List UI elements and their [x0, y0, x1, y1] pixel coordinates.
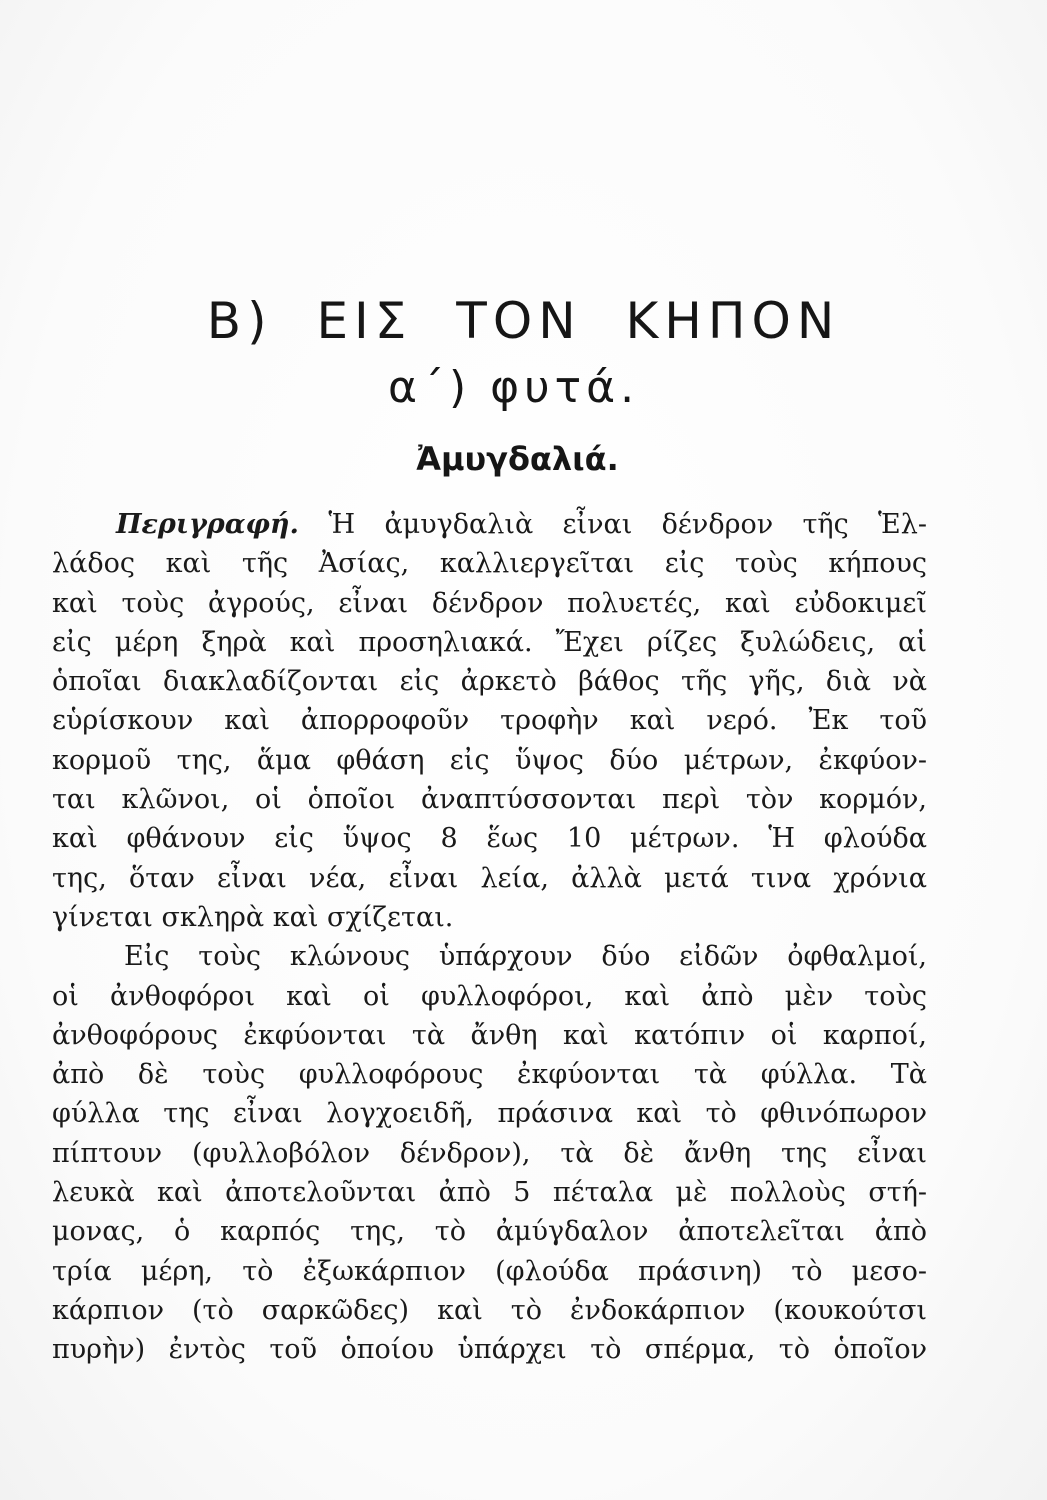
body-text	[52, 505, 927, 1370]
text-line: καὶ τοὺς ἀγρούς, εἶναι δένδρον πολυετές, καὶ εὐδοκιμεῖ	[52, 587, 927, 619]
text-line: εὑρίσκουν καὶ ἀπορροφοῦν τροφὴν καὶ νερό. Ἐκ τοῦ	[52, 705, 927, 737]
text-line: ται κλῶνοι, οἱ ὁποῖοι ἀναπτύσσονται περὶ τὸν κορμόν,	[52, 784, 927, 816]
text-line: κάρπιον (τὸ σαρκῶδες) καὶ τὸ ἐνδοκάρπιον (κουκούτσι	[52, 1294, 927, 1326]
article-title: Ἀμυγδαλιά.	[416, 440, 619, 478]
text-line: Εἰς τοὺς κλώνους ὑπάρχουν δύο εἰδῶν ὀφθαλμοί,	[124, 941, 927, 973]
text-line: λευκὰ καὶ ἀποτελοῦνται ἀπὸ 5 πέταλα μὲ πολλοὺς στή-	[52, 1177, 927, 1209]
text-line: φύλλα της εἶναι λογχοειδῆ, πράσινα καὶ τὸ φθινόπωρον	[52, 1098, 927, 1130]
text-line: λάδος καὶ τῆς Ἀσίας, καλλιεργεῖται εἰς τοὺς κήπους	[52, 548, 927, 580]
lead-word: Περιγραφή.	[116, 509, 299, 540]
subsection-title: α΄) φυτά.	[387, 362, 640, 413]
section-title: Β) ΕΙΣ ΤΟΝ ΚΗΠΟΝ	[206, 292, 841, 350]
text-line: καὶ φθάνουν εἰς ὕψος 8 ἕως 10 μέτρων. Ἡ φλούδα	[52, 823, 927, 855]
text-line: εἰς μέρη ξηρὰ καὶ προσηλιακά. Ἔχει ρίζες ξυλώδεις, αἱ	[52, 626, 927, 658]
text-line: πίπτουν (φυλλοβόλον δένδρον), τὰ δὲ ἄνθη της εἶναι	[52, 1137, 927, 1169]
text-line: μονας, ὁ καρπός της, τὸ ἀμύγδαλον ἀποτελεῖται ἀπὸ	[52, 1216, 927, 1248]
text-line: της, ὅταν εἶναι νέα, εἶναι λεία, ἀλλὰ μετά τινα χρόνια	[52, 862, 927, 894]
text-line: κορμοῦ της, ἅμα φθάση εἰς ὕψος δύο μέτρων, ἐκφύον-	[52, 744, 927, 776]
text-line: πυρὴν) ἐντὸς τοῦ ὁποίου ὑπάρχει τὸ σπέρμα, τὸ ὁποῖον	[52, 1334, 927, 1366]
text-line	[52, 505, 927, 544]
text-line: ὁποῖαι διακλαδίζονται εἰς ἀρκετὸ βάθος τῆς γῆς, διὰ νὰ	[52, 666, 927, 698]
text-line: οἱ ἀνθοφόροι καὶ οἱ φυλλοφόροι, καὶ ἀπὸ μὲν τοὺς	[52, 980, 927, 1012]
text-line: ἀνθοφόρους ἐκφύονται τὰ ἄνθη καὶ κατόπιν οἱ καρποί,	[52, 1019, 927, 1051]
text-line: ἀπὸ δὲ τοὺς φυλλοφόρους ἐκφύονται τὰ φύλλα. Τὰ	[52, 1059, 927, 1091]
text-line: τρία μέρη, τὸ ἐξωκάρπιον (φλούδα πράσινη) τὸ μεσο-	[52, 1255, 927, 1287]
text-line: γίνεται σκληρὰ καὶ σχίζεται.	[52, 901, 454, 933]
text-line-content: Ἡ ἀμυγδαλιὰ εἶναι δένδρον τῆς Ἑλ-	[328, 509, 927, 540]
